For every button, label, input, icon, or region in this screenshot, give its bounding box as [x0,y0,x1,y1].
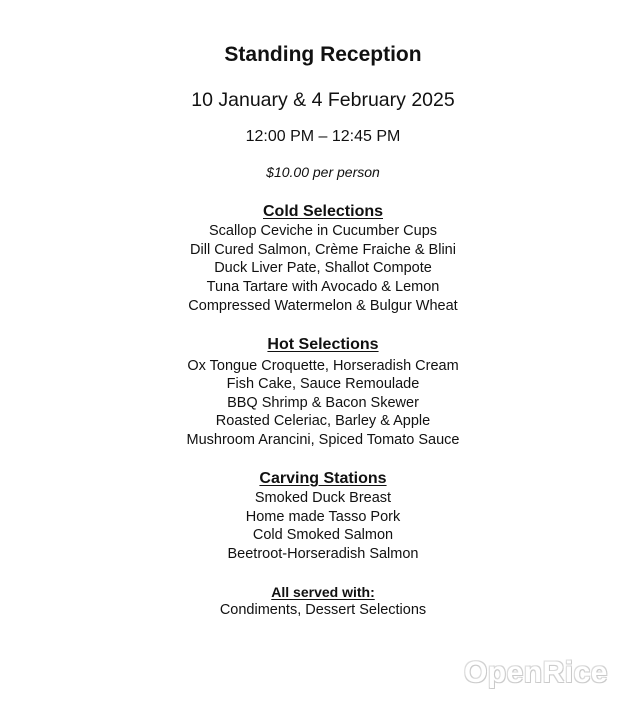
cold-selections-heading: Cold Selections [262,203,384,220]
menu-item: Mushroom Arancini, Spiced Tomato Sauce [186,432,460,448]
menu-item: Tuna Tartare with Avocado & Lemon [206,279,440,295]
menu-item: Condiments, Dessert Selections [219,602,427,618]
menu-item: BBQ Shrimp & Bacon Skewer [227,395,419,411]
menu-item: Fish Cake, Sauce Remoulade [226,376,420,392]
event-dates: 10 January & 4 February 2025 [191,89,455,111]
openrice-watermark-logo: OpenRice [463,656,608,689]
menu-item: Beetroot-Horseradish Salmon [227,546,419,562]
menu-item: Duck Liver Pate, Shallot Compote [214,260,432,276]
price-per-person: $10.00 per person [266,164,380,180]
menu-item: Home made Tasso Pork [245,509,401,525]
menu-item: Scallop Ceviche in Cucumber Cups [208,223,438,239]
event-time: 12:00 PM – 12:45 PM [245,128,401,145]
menu-item: Dill Cured Salmon, Crème Fraiche & Blini [190,242,456,258]
menu-item: Smoked Duck Breast [254,490,392,506]
menu-item: Ox Tongue Croquette, Horseradish Cream [187,358,459,374]
carving-stations-heading: Carving Stations [259,470,387,487]
hot-selections-heading: Hot Selections [267,336,379,353]
menu-item: Compressed Watermelon & Bulgur Wheat [188,298,458,314]
menu-item: Cold Smoked Salmon [252,527,394,543]
page-title: Standing Reception [224,43,422,66]
served-with-heading: All served with: [271,584,375,600]
menu-item: Roasted Celeriac, Barley & Apple [215,413,431,429]
